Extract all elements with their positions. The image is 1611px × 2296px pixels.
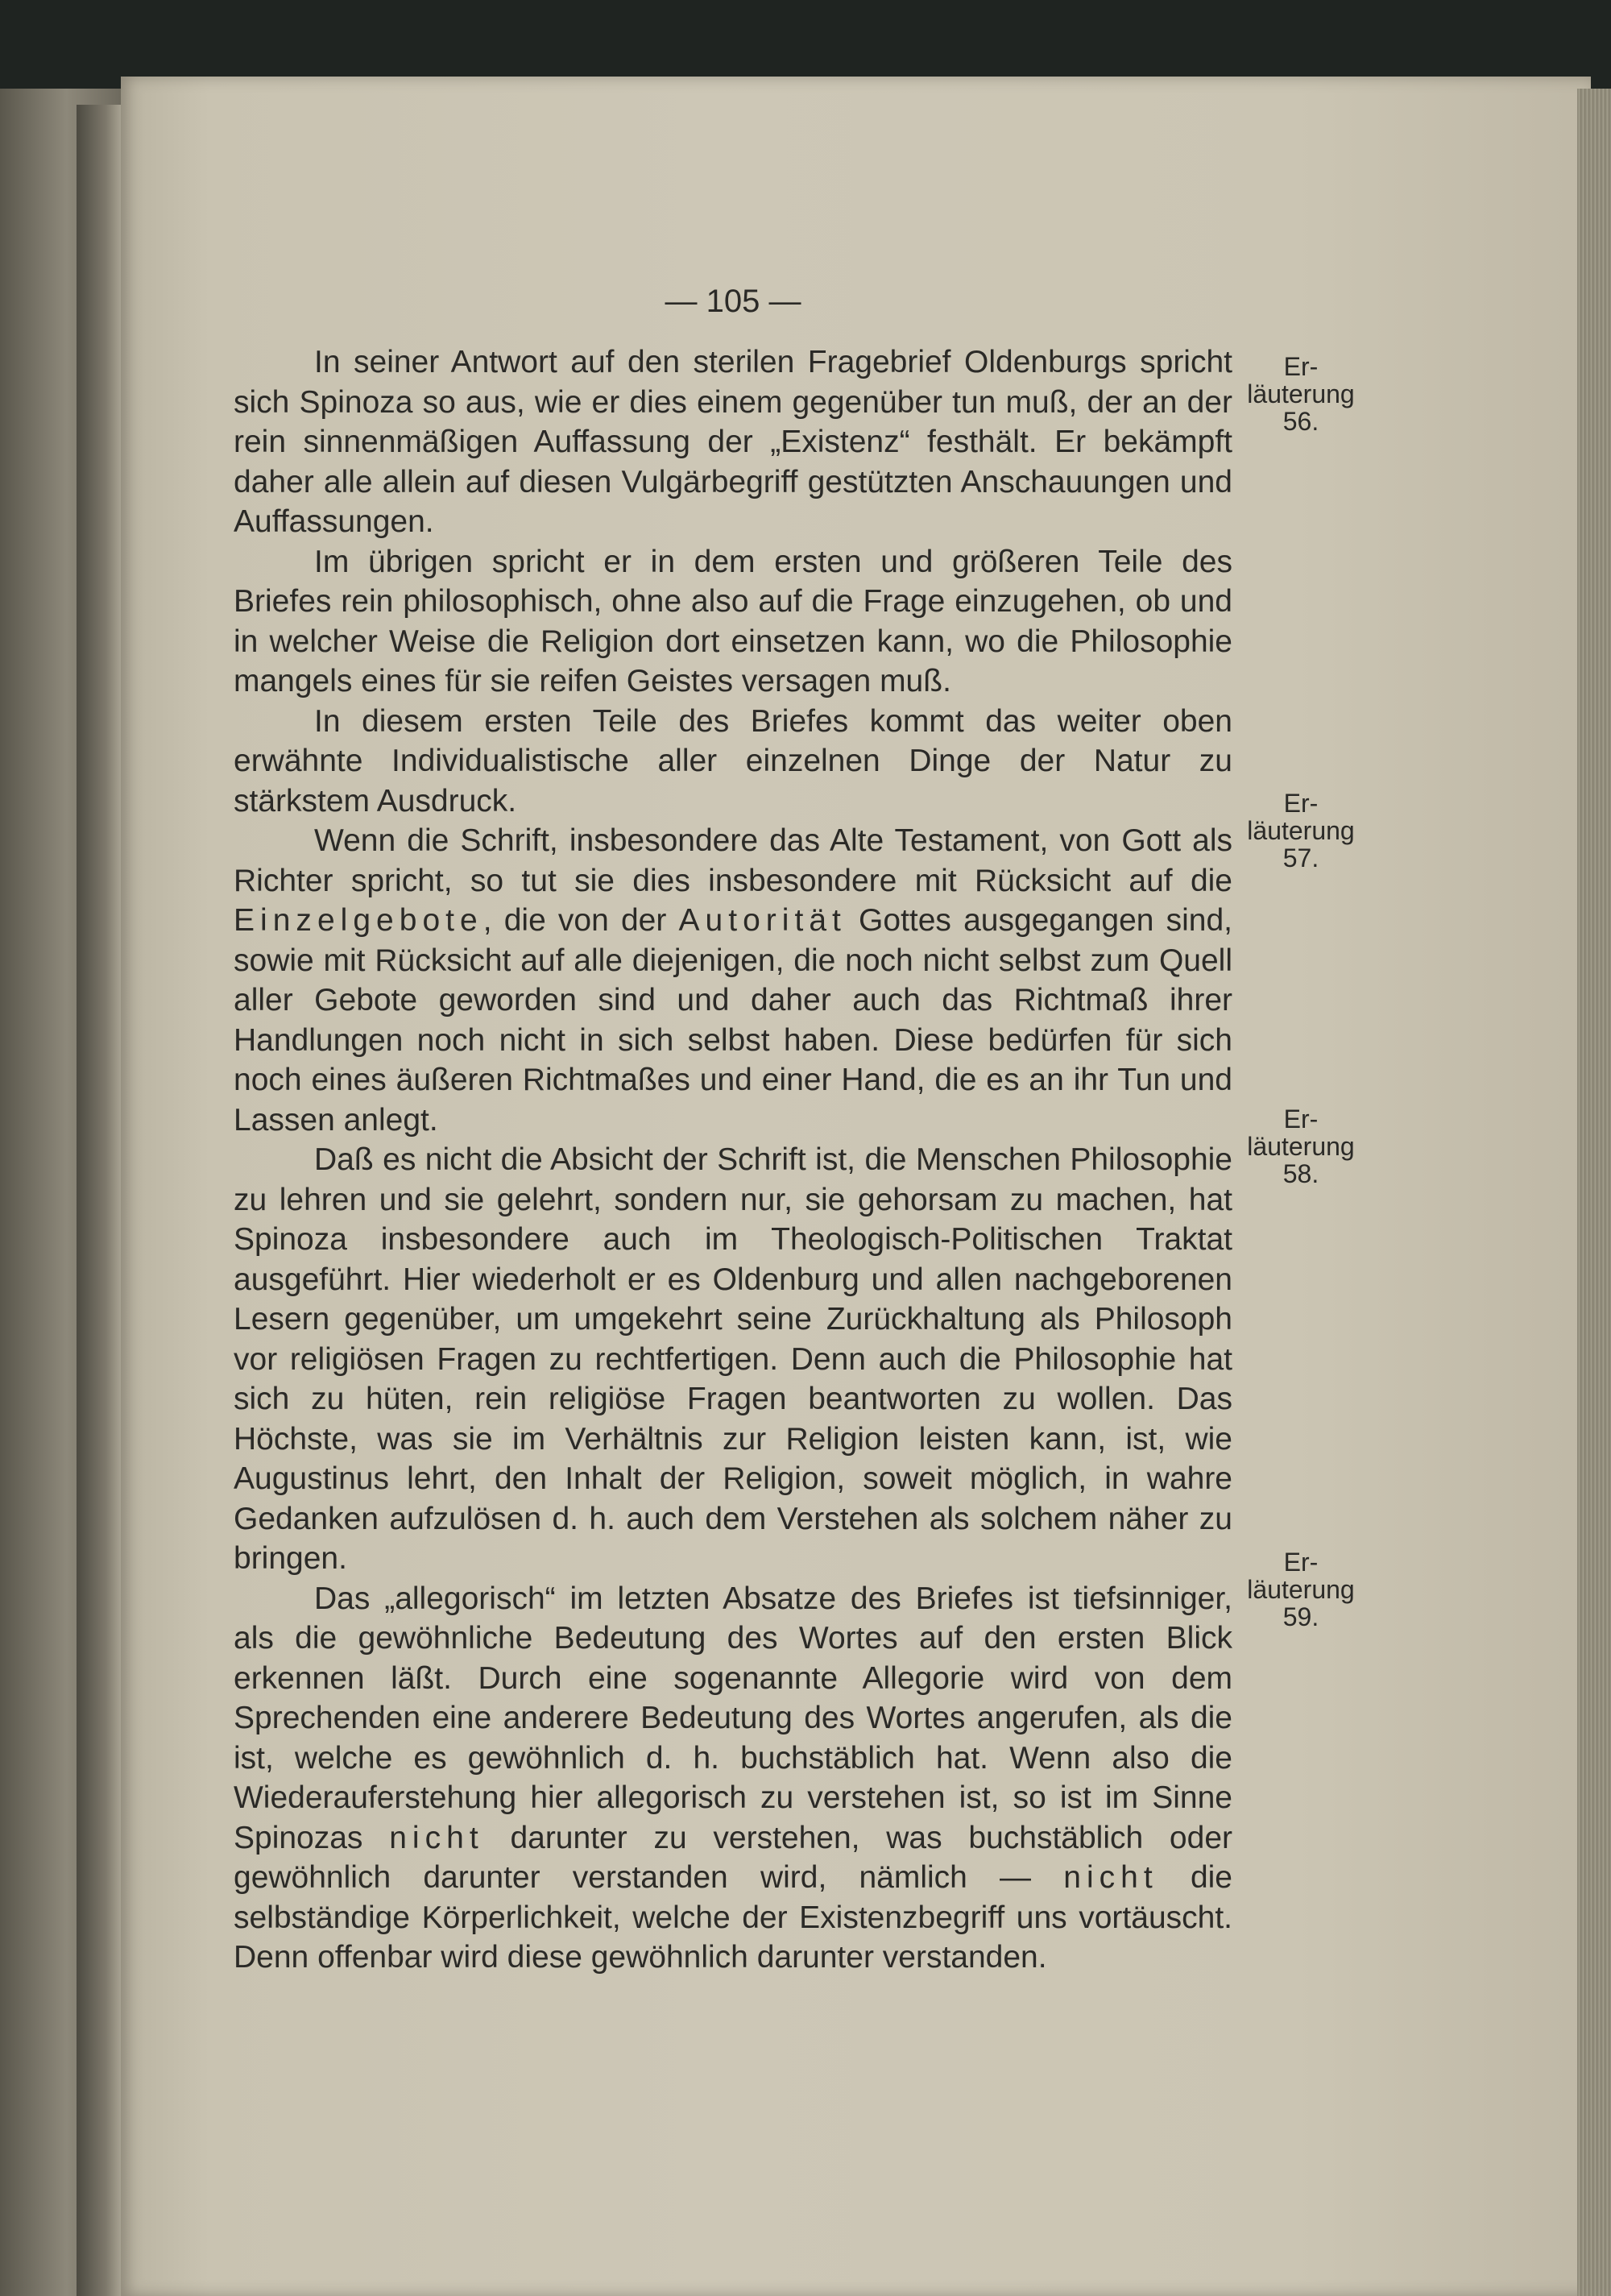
body-text bbox=[234, 342, 1232, 1978]
page-stack-edge bbox=[1577, 89, 1611, 2296]
margin-note bbox=[1232, 1548, 1369, 1631]
margin-note-line: 58. bbox=[1282, 1159, 1319, 1188]
text-segment: Gottes ausgegangen sind, sowie mit Rücksicht auf alle diejenigen, die noch nicht selbst zum Quell aller Gebote geworden sind und daher auch das Richtmaß ihrer Handlungen noch nicht in sich selbst haben. Diese bedürfen für sich noch eines äußeren Richtmaßes und einer Hand, die es an ihr Tun und Lassen anlegt. bbox=[234, 903, 1232, 1138]
margin-note-line: läuterung bbox=[1247, 379, 1355, 408]
margin-note-line: Er- bbox=[1283, 352, 1319, 381]
margin-note-line: 59. bbox=[1282, 1602, 1319, 1631]
text-segment: die selbständige Körperlichkeit, welche der Existenzbegriff uns vortäuscht. Denn offenbar wird diese gewöhnlich darunter verstanden. bbox=[234, 1860, 1232, 1975]
text-segment: darunter zu verstehen, was buchstäblich oder gewöhnlich darunter verstanden wird, nämlich — bbox=[234, 1820, 1232, 1895]
book-gutter bbox=[77, 105, 125, 2296]
text-segment: In seiner Antwort auf den sterilen Fragebrief Oldenburgs spricht sich Spinoza so aus, wie er dies einem gegenüber tun muß, der an der rein sinnenmäßigen Auffassung der „Existenz“ festhält. Er bekämpft daher alle allein auf diesen Vulgärbegriff gestützten Anschauungen und Auffassungen. bbox=[234, 345, 1232, 539]
margin-note-line: läuterung bbox=[1247, 816, 1355, 845]
paragraph bbox=[234, 702, 1232, 822]
margin-note bbox=[1232, 353, 1369, 435]
margin-note-line: 56. bbox=[1282, 407, 1319, 436]
margin-note bbox=[1232, 1105, 1369, 1187]
text-segment: Wenn die Schrift, insbesondere das Alte Testament, von Gott als Richter spricht, so tut sie dies insbesondere mit Rücksicht auf die bbox=[234, 823, 1232, 898]
margin-note-line: läuterung bbox=[1247, 1575, 1355, 1604]
paragraph bbox=[234, 342, 1232, 542]
margin-note-line: Er- bbox=[1283, 1548, 1319, 1577]
paragraph bbox=[234, 542, 1232, 702]
emphasis-spaced: nicht bbox=[389, 1820, 484, 1855]
paragraph bbox=[234, 1579, 1232, 1978]
page-number: — 105 — bbox=[665, 284, 801, 319]
text-segment: Das „allegorisch“ im letzten Absatze des Briefes ist tiefsinniger, als die gewöhnliche Bedeutung des Wortes auf den ersten Blick erkennen läßt. Durch eine sogenannte Allegorie wird von dem Sprechenden eine anderere Bedeutung des Wortes angerufen, als die ist, welche es gewöhnlich d. h. buchstäblich hat. Wenn also die Wiederauferstehung hier allegorisch zu verstehen ist, so ist im Sinne Spinozas bbox=[234, 1581, 1232, 1855]
paragraph bbox=[234, 821, 1232, 1140]
text-segment: Im übrigen spricht er in dem ersten und größeren Teile des Briefes rein philosophisch, ohne also auf die Frage einzugehen, ob und in welcher Weise die Religion dort einsetzen kann, wo die Philosophie mangels eines für sie reifen Geistes versagen muß. bbox=[234, 544, 1232, 698]
margin-note-line: läuterung bbox=[1247, 1132, 1355, 1161]
margin-note-line: Er- bbox=[1283, 789, 1319, 818]
emphasis-spaced: Einzelgebote bbox=[234, 903, 483, 938]
text-segment: Daß es nicht die Absicht der Schrift ist, die Menschen Philosophie zu lehren und sie gelehrt, sondern nur, sie gehorsam zu machen, hat Spinoza insbesondere auch im Theologisch-Politischen Traktat ausgeführt. Hier wiederholt er es Oldenburg und allen nachgeborenen Lesern gegenüber, um umgekehrt seine Zurückhaltung als Philosoph vor religiösen Fragen zu rechtfertigen. Denn auch die Philosophie hat sich zu hüten, rein religiöse Fragen beantworten zu wollen. Das Höchste, was sie im Verhältnis zur Religion leisten kann, ist, wie Augustinus lehrt, den Inhalt der Religion, soweit möglich, in wahre Gedanken aufzulösen d. h. auch dem Verstehen als solchem näher zu bringen. bbox=[234, 1142, 1232, 1576]
text-segment: In diesem ersten Teile des Briefes kommt das weiter oben erwähnte Individualistische aller einzelnen Dinge der Natur zu stärkstem Ausdruck. bbox=[234, 703, 1232, 819]
margin-note bbox=[1232, 790, 1369, 872]
paragraph bbox=[234, 1140, 1232, 1579]
margin-note-line: Er- bbox=[1283, 1104, 1319, 1133]
margin-note-line: 57. bbox=[1282, 843, 1319, 872]
text-segment: , die von der bbox=[482, 903, 679, 938]
emphasis-spaced: Autorität bbox=[678, 903, 847, 938]
emphasis-spaced: nicht bbox=[1063, 1860, 1158, 1895]
